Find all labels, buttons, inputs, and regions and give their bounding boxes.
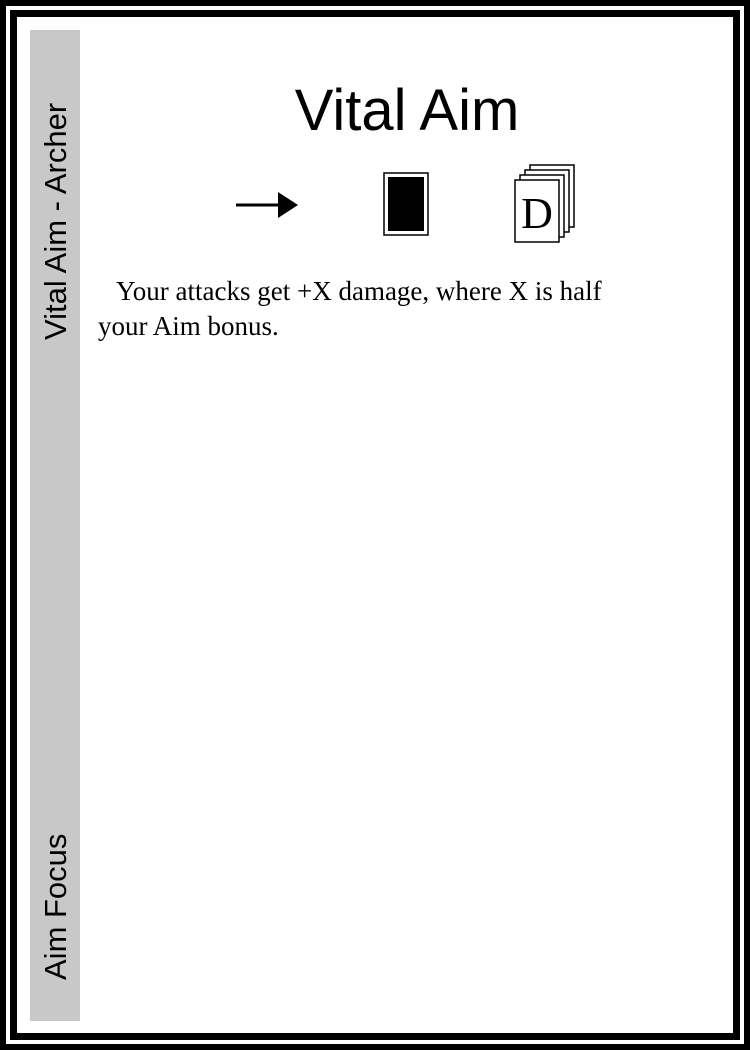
- rules-line-2: your Aim bonus.: [98, 311, 279, 341]
- arrow-right-icon: [236, 192, 298, 218]
- sidebar-card-title: Vital Aim - Archer: [38, 102, 73, 340]
- deck-draw-icon: [515, 165, 574, 242]
- card-title: Vital Aim: [294, 78, 520, 143]
- card-back-icon: [384, 173, 428, 235]
- sidebar-card-type: Aim Focus: [38, 833, 73, 980]
- rules-line-1: Your attacks get +X damage, where X is half: [116, 276, 602, 306]
- deck-letter: D: [521, 189, 553, 238]
- cost-icons: [0, 0, 750, 260]
- card-rules-text: [98, 274, 678, 344]
